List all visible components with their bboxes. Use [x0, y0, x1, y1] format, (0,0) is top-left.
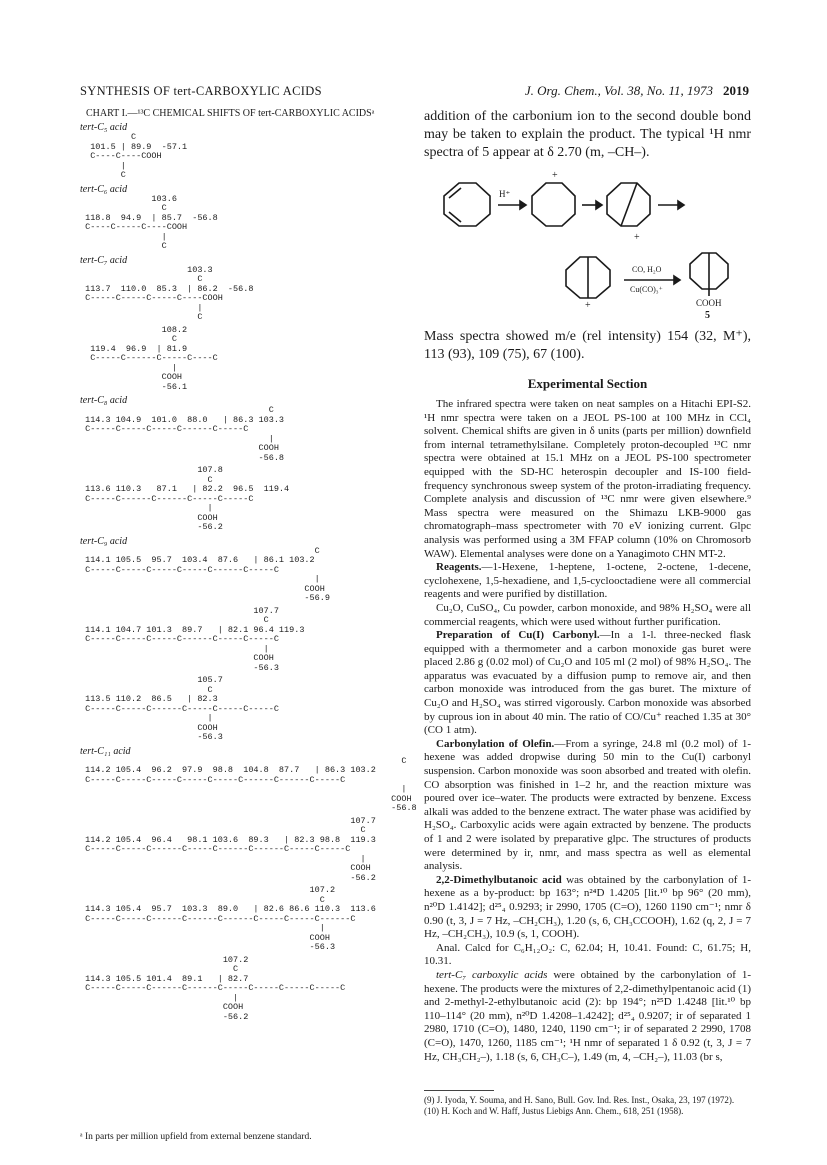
reagents-heading: Reagents. — [436, 561, 482, 574]
product-number: 5 — [705, 310, 710, 318]
svg-text:+: + — [634, 232, 640, 243]
structure-entry — [80, 956, 415, 1023]
structure-entry — [80, 536, 415, 604]
paragraph-instruments: The infrared spectra were taken on neat samples on a Hitachi EPI-S2. ¹H nmr spectra were taken on a JEOL PS-100 at 100 MHz in CCl₄ solvent. Chemical shifts are given in δ units (parts per million) downfield from internal tetramethylsilane. Completely proton-decoupled ¹³C nmr spectra were obtained at 15.1 MHz on a JEOL PS-100 spectrometer equipped with the SD-HC heterospin decoupler and IS-100 field-frequency synchronous sweep system of the proton-irradiating frequency. Complete analysis and discussion of ¹³C nmr were given elsewhere.⁹ Mass spectra were measured on the Shimazu LKB-9000 gas chromatograph–mass spectrometer with 70 eV ionizing current. Glpc analysis was performed using a 3M FFAP column (10% on Chromosorb WAW). Elemental analyses were done on a Yanagimoto CHN MT-2. — [424, 398, 751, 560]
structure-formula: 108.2 C 119.4 96.9 | 81.9 C-----C------C-----C----C | COOH -56.1 — [90, 324, 218, 392]
structure-list — [80, 122, 415, 1022]
reagents-text: —1-Hexene, 1-heptene, 1-octene, 2-octene, 1-decene, cyclohexene, 1,5-hexadiene, and 1,5-cyclooctadiene were all commercial reagents and were purified by distillation. — [424, 561, 751, 601]
structure-label: tert-C₅ acid — [80, 122, 128, 133]
paragraph-copper-reagents: Cu₂O, CuSO₄, Cu powder, carbon monoxide, and 98% H₂SO₄ were all commercial reagents, which were used without further purification. — [424, 601, 751, 628]
structure-formula: C 114.3 104.9 101.0 88.0 | 86.3 103.3 C-----C-----C-----C------C-----C | COOH -56.8 — [85, 405, 285, 463]
svg-text:+: + — [552, 170, 558, 181]
structure-formula: C 101.5 | 89.9 -57.1 C----C----COOH | C — [90, 132, 188, 180]
structure-entry — [80, 395, 415, 463]
dimethylbutanoic-heading: 2,2-Dimethylbutanoic acid — [436, 873, 562, 886]
carbonylation-heading: Carbonylation of Olefin. — [436, 737, 555, 750]
reagent-acid: H⁺ — [499, 189, 511, 199]
paragraph-reagents — [424, 561, 751, 602]
c7-acids-heading: tert-C₇ carboxylic acids — [436, 968, 548, 981]
structure-label: tert-C₈ acid — [80, 395, 128, 406]
chart-footnote: ᵃ In parts per million upfield from external benzene standard. — [80, 1132, 312, 1142]
running-header-journal — [525, 83, 749, 99]
cyclooctadiene-ring — [444, 183, 490, 226]
structure-formula: 103.6 C 118.8 94.9 | 85.7 -56.8 C----C-----C----COOH | C — [85, 193, 218, 251]
structure-formula: 107.7 C 114.1 104.7 101.3 89.7 | 82.1 96.4 119.3 C-----C-----C-----C------C-----C-----C | COOH -56.3 — [85, 605, 305, 673]
reagent-co: CO, H₂O — [632, 265, 662, 274]
structure-entry — [80, 676, 415, 743]
structure-formula: 107.8 C 113.6 110.3 87.1 | 82.2 96.5 119.4 C-----C------C------C-----C-----C | COOH -56.2 — [85, 465, 290, 532]
cation-ring-1 — [532, 183, 575, 226]
paragraph-c7-acids — [424, 969, 751, 1064]
dimethylbutanoic-text: was obtained by the carbonylation of 1-hexene as a by-product: bp 163°; n²⁴D 1.4205 [lit.¹⁰ bp 96° (20 mm), n²⁰D 1.4142]; d²⁵₄ 0.9293; ir 2990, 1705 (C=O), 1260 1190 cm⁻¹; nmr δ 0.90 (t, 3, J = 7 Hz, –CH₂CH₃), 1.20 (s, 6, CH₃CCOOH), 1.62 (q, 2, J = 7 Hz, –CH₂CH₃), 10.9 (s, 1, COOH). — [424, 873, 751, 941]
structure-entry — [80, 255, 415, 323]
structure-entry — [80, 746, 415, 814]
footnote-9: (9) J. Iyoda, Y. Souma, and H. Sano, Bull. Gov. Ind. Res. Inst., Osaka, 23, 197 (1972). — [424, 1095, 735, 1105]
structure-label: tert-C₇ acid — [80, 254, 128, 266]
structure-entry — [80, 466, 415, 533]
structure-entry — [80, 886, 415, 953]
structure-formula: C 114.1 105.5 95.7 103.4 87.6 | 86.1 103.2 C-----C-----C-----C-----C------C-----C | COOH -56.9 — [85, 545, 330, 603]
section-heading: Experimental Section — [527, 376, 648, 391]
page-number: 2019 — [723, 83, 749, 98]
structure-entry — [80, 326, 415, 393]
chart-column — [80, 108, 415, 1118]
footnotes — [424, 1090, 751, 1117]
journal-citation: J. Org. Chem., Vol. 38, No. 11, 1973 — [524, 83, 713, 98]
structure-formula: 107.2 C 114.3 105.5 101.4 89.1 | 82.7 C-----C-----C------C------C-----C-----C-----C-----C | COOH -56.2 — [85, 954, 346, 1022]
structure-formula: 103.3 C 113.7 110.0 85.3 | 86.2 -56.8 C-----C-----C-----C----COOH | C — [85, 264, 254, 322]
structure-formula: 107.2 C 114.3 105.4 95.7 103.3 89.0 | 82.6 86.6 110.3 113.6 C-----C-----C------C------C------C-----C-----C------C | COOH -56.3 — [85, 885, 376, 952]
chart-title: CHART I.—¹³C CHEMICAL SHIFTS OF tert-CARBOXYLIC ACIDSᵃ — [86, 108, 375, 119]
paragraph-analysis: Anal. Calcd for C₆H₁₂O₂: C, 62.04; H, 10.41. Found: C, 61.75; H, 10.31. — [424, 941, 751, 968]
structure-entry — [80, 607, 415, 674]
mass-spectra-paragraph: Mass spectra showed m/e (rel intensity) 154 (32, M⁺), 113 (93), 109 (75), 67 (100). — [424, 329, 751, 362]
structure-label: tert-C₁₁ acid — [80, 745, 131, 757]
paragraph-carbonylation — [424, 738, 751, 874]
structure-formula: 107.7 C 114.2 105.4 96.4 98.1 103.6 89.3 | 82.3 98.8 119.3 C-----C-----C------C-----C------C------C-----C-----C | COOH -56.2 — [85, 815, 376, 883]
structure-entry — [80, 817, 415, 884]
reaction-scheme — [424, 168, 751, 318]
svg-text:+: + — [585, 300, 591, 311]
carbonylation-text: —From a syringe, 24.8 ml (0.2 mol) of 1-hexene was added dropwise during 50 min to the Cu(I) carbonyl suspension. Carbon monoxide was soon absorbed and treated with olefin. CO absorption was finished in 1–2 hr, and the reaction mixture was poured over ice–water. The products were extracted by benzene. Excess alkali was added to the benzene extract. The water phase was acidified by H₂SO₄. Carboxylic acids were again extracted by benzene. The products of 1 and 2 were isolated by preparative glpc. The structures of products were determined by ir, nmr, and mass spectra as well as elemental analysis. — [424, 737, 751, 873]
footnote-10: (10) H. Koch and W. Haff, Justus Liebigs Ann. Chem., 618, 251 (1958). — [424, 1106, 684, 1116]
c7-acids-text: were obtained by the carbonylation of 1-hexene. The products were the mixtures of 2,2-dimethylpentanoic acid (1) and 2-methyl-2-ethylbutanoic acid (2): bp 194°; n²⁵D 1.4248 [lit.¹⁰ bp 110–114° (20 mm), n²⁰D 1.4208–1.4242]; d²⁵₄ 0.9207; ir of separated 1 2980, 1710 (C=O), 1480, 1240, 1190 cm⁻¹; ir of separated 2 2990, 1708 (C=O), 1470, 1260, 1185 cm⁻¹; ¹H nmr of separated 1 δ 0.92 (t, 3, J = 7 Hz, CH₃CH₂–), 1.18 (s, 6, CH₃C–), 1.49 (m, 4, –CH₂–), 11.03 (br s, — [424, 968, 751, 1063]
reagent-cu: Cu(CO)₃⁺ — [630, 285, 663, 294]
preparation-text: —In a 1-l. three-necked flask equipped with a thermometer and a carbon monoxide gas buret were placed 2.86 g (0.02 mol) of Cu₂O and 105 ml (2 mol) of 98% H₂SO₄. The apparatus was evacuated by a diffusion pump to remove air, and then carbon monoxide was introduced from the gas buret. The mixture of Cu₂O and H₂SO₄ was stirred vigorously. Carbon monoxide was absorbed by cuprous ion in about 40 min. The ratio of CO/Cu⁺ reached 1.35 at 30° (CO 1 atm). — [424, 629, 751, 737]
paragraph-dimethylbutanoic — [424, 874, 751, 942]
structure-formula: C 114.2 105.4 96.2 97.9 98.8 104.8 87.7 | 86.3 103.2 C-----C-----C-----C-----C-----C------C------C-----C | COOH -56.8 — [85, 755, 417, 813]
product-cooh: COOH — [696, 298, 722, 308]
intro-paragraph: addition of the carbonium ion to the second double bond may be taken to explain the product. The typical ¹H nmr spectra of 5 appear at δ 2.70 (m, –CH–). — [424, 109, 751, 160]
structure-entry — [80, 184, 415, 252]
structure-label: tert-C₆ acid — [80, 183, 128, 195]
paragraph-preparation — [424, 629, 751, 738]
structure-entry — [80, 122, 415, 181]
running-header-title: SYNTHESIS OF tert-CARBOXYLIC ACIDS — [80, 84, 322, 98]
text-column — [424, 108, 751, 1148]
footnote-rule — [424, 1090, 494, 1091]
structure-label: tert-C₉ acid — [80, 535, 128, 547]
structure-formula: 105.7 C 113.5 110.2 86.5 | 82.3 C-----C-----C------C-----C-----C-----C | COOH -56.3 — [85, 675, 279, 742]
preparation-heading: Preparation of Cu(I) Carbonyl. — [436, 629, 600, 642]
